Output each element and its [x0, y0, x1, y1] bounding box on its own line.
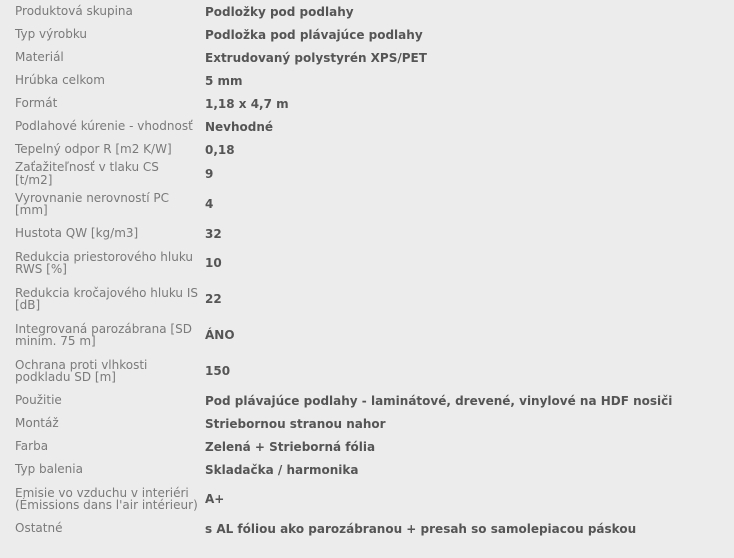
spec-row-density — [0, 222, 734, 245]
spec-value: 4 — [205, 197, 214, 211]
spec-row-packaging-type — [0, 458, 734, 481]
spec-row-other — [0, 517, 734, 540]
spec-label: Farba — [15, 439, 49, 454]
spec-value: 1,18 x 4,7 m — [205, 96, 289, 111]
spec-label: Integrovaná parozábrana [SD minim. 75 m] — [15, 321, 192, 348]
spec-row-thickness — [0, 69, 734, 92]
spec-value: 9 — [205, 166, 214, 181]
spec-row-thermal-resistance — [0, 138, 734, 161]
spec-label: Emisie vo vzduchu v interiéri (Émissions dans l'air intérieur) — [15, 485, 198, 512]
spec-row-material — [0, 46, 734, 69]
spec-label: Produktová skupina — [15, 4, 133, 19]
spec-label: Redukcia priestorového hluku RWS [%] — [15, 249, 194, 276]
spec-label: Typ výrobku — [15, 27, 88, 42]
spec-label: Formát — [15, 96, 58, 111]
spec-label: Hustota QW [kg/m3] — [15, 226, 139, 241]
spec-row-moisture-protection — [0, 353, 734, 389]
spec-label: Tepelný odpor R [m2 K/W] — [15, 142, 172, 157]
spec-label: Zaťažiteľnosť v tlaku CS [t/m2] — [15, 160, 159, 187]
spec-label: Typ balenia — [15, 462, 83, 477]
spec-row-color — [0, 435, 734, 458]
spec-value: 10 — [205, 256, 222, 270]
spec-row-impact-noise-reduction — [0, 281, 734, 317]
spec-value: ÁNO — [205, 328, 235, 342]
spec-value: 0,18 — [205, 142, 235, 157]
spec-row-compressive-load — [0, 161, 734, 186]
spec-value: Zelená + Strieborná fólia — [205, 439, 376, 454]
spec-value: Pod plávajúce podlahy - laminátové, drevené, vinylové na HDF nosiči — [205, 393, 673, 408]
spec-value: s AL fóliou ako parozábranou + presah so samolepiacou páskou — [205, 521, 637, 536]
spec-value: 150 — [205, 364, 231, 378]
spec-label: Podlahové kúrenie - vhodnosť — [15, 119, 193, 134]
spec-label: Vyrovnanie nerovností PC [mm] — [15, 190, 169, 217]
spec-row-vapor-barrier — [0, 317, 734, 353]
spec-label: Redukcia kročajového hluku IS [dB] — [15, 285, 198, 312]
spec-row-format — [0, 92, 734, 115]
spec-value: 5 mm — [205, 73, 243, 88]
spec-value: 22 — [205, 292, 222, 306]
spec-row-usage — [0, 389, 734, 412]
spec-value: Podložky pod podlahy — [205, 4, 354, 19]
spec-row-indoor-emissions — [0, 481, 734, 517]
spec-row-floor-heating — [0, 115, 734, 138]
spec-row-installation — [0, 412, 734, 435]
spec-value: 32 — [205, 226, 222, 241]
spec-row-unevenness-leveling — [0, 186, 734, 222]
spec-label: Montáž — [15, 416, 59, 431]
spec-value: Striebornou stranou nahor — [205, 416, 386, 431]
spec-value: Podložka pod plávajúce podlahy — [205, 27, 423, 42]
spec-label: Ochrana proti vlhkosti podkladu SD [m] — [15, 357, 148, 384]
spec-value: Nevhodné — [205, 119, 274, 134]
spec-row-airborne-noise-reduction — [0, 245, 734, 281]
spec-row-product-group — [0, 0, 734, 23]
spec-row-product-type — [0, 23, 734, 46]
spec-label: Ostatné — [15, 521, 63, 536]
spec-label: Materiál — [15, 50, 64, 65]
spec-value: Skladačka / harmonika — [205, 462, 359, 477]
spec-value: Extrudovaný polystyrén XPS/PET — [205, 50, 427, 65]
spec-label: Použitie — [15, 393, 62, 408]
spec-value: A+ — [205, 492, 225, 506]
spec-label: Hrúbka celkom — [15, 73, 105, 88]
